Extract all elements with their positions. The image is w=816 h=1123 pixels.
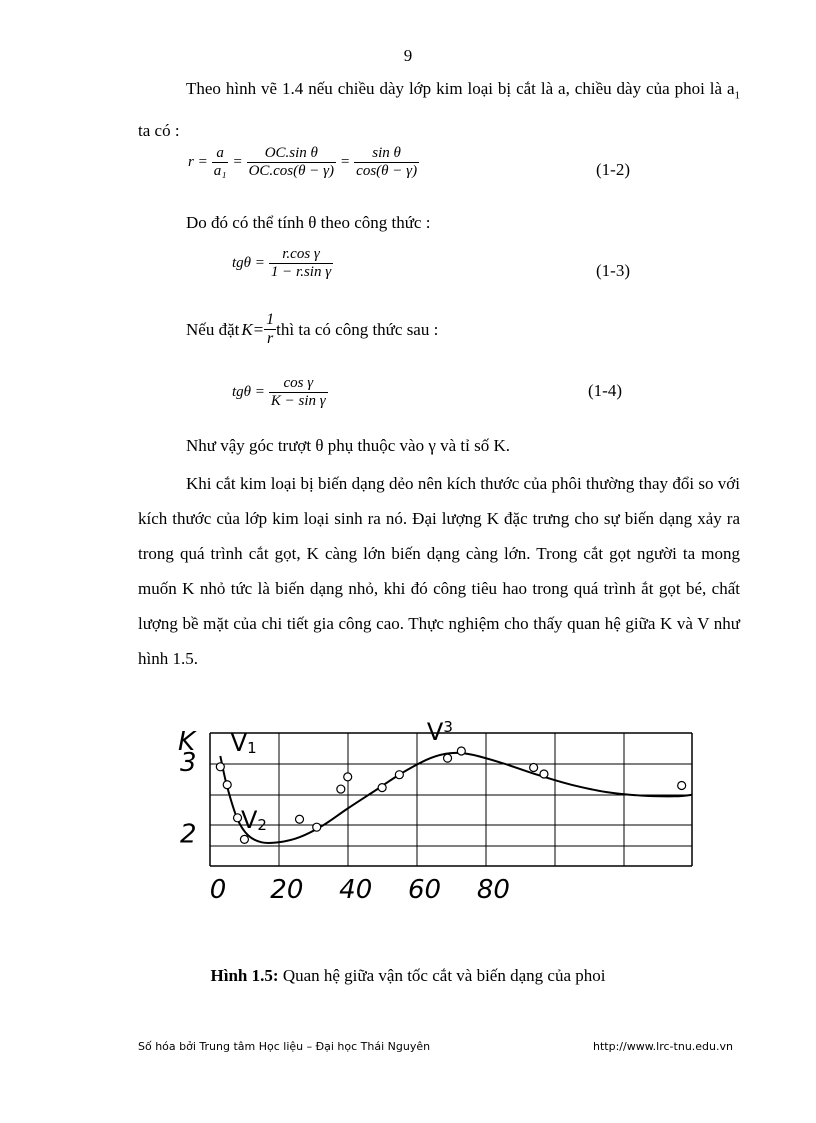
x-tick-label: 40 — [339, 875, 373, 905]
eq3-frac: $\frac{\text{cos γ}}{\text{K − sin γ}}$ — [270, 375, 326, 409]
paragraph-1-tail: ta có : — [138, 121, 180, 141]
data-point — [344, 773, 352, 781]
data-point — [216, 763, 224, 771]
data-point — [296, 815, 304, 823]
k-v-curve — [220, 753, 692, 843]
data-point — [530, 764, 538, 772]
x-tick-label: 80 — [476, 875, 510, 905]
inline-k: K= — [241, 319, 265, 339]
paragraph-4: Như vậy góc trượt θ phụ thuộc vào γ và tỉ số K. — [186, 436, 510, 455]
data-point — [313, 823, 321, 831]
y-tick-label: 3 — [180, 747, 197, 778]
footer-left: Số hóa bởi Trung tâm Học liệu – Đại học Thái Nguyên — [138, 1040, 431, 1053]
footer-link[interactable]: http://www.lrc-tnu.edu.vn — [593, 1040, 733, 1053]
paragraph-1-text: Theo hình vẽ 1.4 nếu chiều dày lớp kim loại bị cắt là a, chiều dày của phoi là a — [186, 79, 735, 98]
data-point — [457, 747, 465, 755]
x-tick-label: 60 — [408, 875, 442, 905]
annotation-label: $V^3$ — [426, 718, 453, 747]
annotation-subscript: 2 — [257, 815, 267, 834]
figure-caption — [0, 966, 816, 986]
data-point — [678, 781, 686, 789]
eq3-lhs: tgθ = — [232, 384, 265, 400]
annotation-label: V1 — [230, 728, 257, 757]
equation-number-1-2: (1-2) — [596, 160, 630, 179]
inline-k-frac: $\frac{1}{r}$ — [266, 311, 275, 347]
y-tick-label: 2 — [180, 819, 197, 850]
page-number: 9 — [403, 46, 413, 65]
x-tick-label: 0 — [209, 875, 227, 905]
annotation-subscript: 3 — [443, 718, 453, 737]
eq2-lhs: tgθ = — [232, 255, 265, 271]
data-point — [540, 770, 548, 778]
paragraph-3-tail: thì ta có công thức sau : — [276, 319, 439, 339]
data-point — [444, 754, 452, 762]
eq1-lhs: r = — [188, 154, 208, 170]
data-point — [378, 784, 386, 792]
subscript-1: 1 — [734, 89, 740, 102]
eq1-frac-3: $\frac{\text{sin θ}}{\cos(\theta - \gamma)}$ — [356, 145, 418, 179]
equation-number-1-3: (1-3) — [596, 261, 630, 280]
eq1-frac-1: $\frac{a}{\text{a₁}}$ — [213, 145, 227, 179]
y-axis-label: K — [178, 727, 196, 757]
data-point — [223, 781, 231, 789]
eq1-frac-2: $\frac{\text{OC.sin θ}}{OC.\cos(\theta - \gamma)}$ — [248, 145, 335, 179]
annotation-subscript: 1 — [247, 738, 257, 757]
data-point — [337, 785, 345, 793]
caption-text: Quan hệ giữa vận tốc cắt và biến dạng của phoi — [278, 966, 606, 985]
paragraph-2: Do đó có thể tính θ theo công thức : — [186, 213, 431, 232]
caption-label: Hình 1.5: — [210, 966, 279, 985]
paragraph-5: Khi cắt kim loại bị biến dạng dẻo nên kích thước của phôi thường thay đổi so với kích thước của lớp kim loại sinh ra nó. Đại lượng K đặc trưng cho sự biến dạng xảy ra trong quá trình cắt gọt, K càng lớn biến dạng càng lớn. Trong cắt gọt người ta mong muốn K nhỏ tức là biến dạng nhỏ, khi đó công tiêu hao trong quá trình ắt gọt bé, chất lượng bề mặt của chi tiết gia công cao. Thực nghiệm cho thấy quan hệ giữa K và V như hình 1.5. — [138, 474, 740, 668]
eq2-frac: $\frac{\text{r.cos γ}}{\text{1 − r.sin γ}}$ — [270, 246, 332, 280]
data-point — [395, 771, 403, 779]
annotation-label: V2 — [240, 805, 267, 834]
x-tick-label: 20 — [270, 875, 304, 905]
data-point — [240, 835, 248, 843]
equation-1-2: r = $\frac{a}{\text{a₁}}$ = $\frac{\text{OC.sin θ}}{OC.\cos(\theta - \gamma)}$ = $\frac{\text{sin θ}}{\cos(\theta - \gamma)}$ — [188, 145, 418, 179]
equation-number-1-4: (1-4) — [588, 381, 622, 400]
paragraph-3-text: Nếu đặt — [186, 319, 240, 339]
